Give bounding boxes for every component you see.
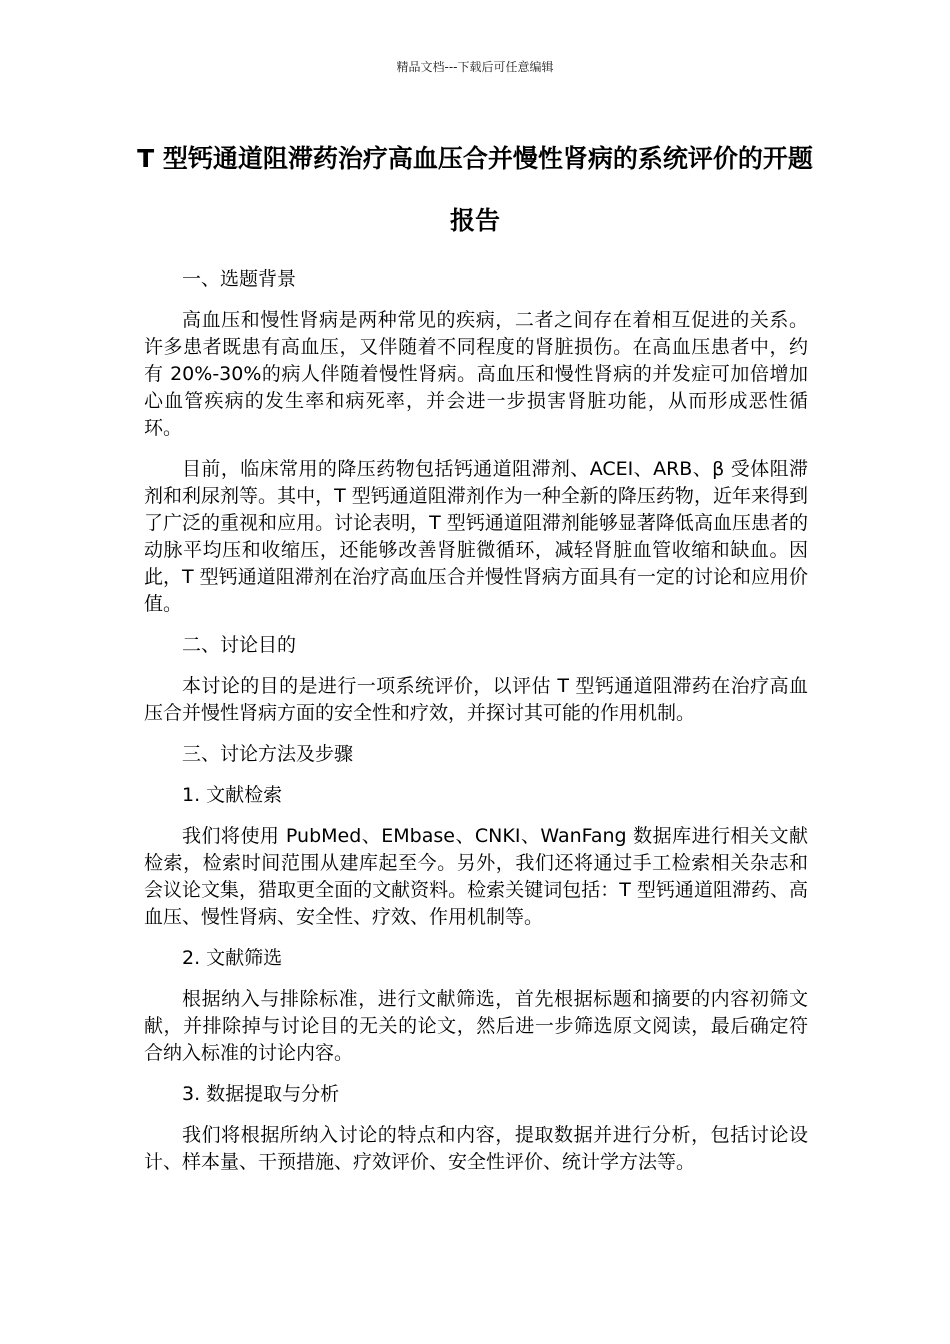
paragraph-purpose: 本讨论的目的是进行一项系统评价，以评估 T 型钙通道阻滞药在治疗高血压合并慢性肾病方面的安全性和疗效，并探讨其可能的作用机制。 xyxy=(144,675,808,724)
subheading-literature-screening: 2. 文献筛选 xyxy=(182,947,283,969)
paragraph-data-extraction: 我们将根据所纳入讨论的特点和内容，提取数据并进行分析，包括讨论设计、样本量、干预措施、疗效评价、安全性评价、统计学方法等。 xyxy=(144,1124,808,1173)
paragraph-background-1: 高血压和慢性肾病是两种常见的疾病，二者之间存在着相互促进的关系。许多患者既患有高血压，又伴随着不同程度的肾脏损伤。在高血压患者中，约有 20%-30%的病人伴随着慢性肾病。高血压和慢性肾病的并发症可加倍增加心血管疾病的发生率和病死率，并会进一步损害肾脏功能，从而形成恶性循环。 xyxy=(144,309,808,439)
paragraph-literature-screening: 根据纳入与排除标准，进行文献筛选，首先根据标题和摘要的内容初筛文献，并排除掉与讨论目的无关的论文，然后进一步筛选原文阅读，最后确定符合纳入标准的讨论内容。 xyxy=(144,988,808,1064)
paragraph-literature-search: 我们将使用 PubMed、EMbase、CNKI、WanFang 数据库进行相关文献检索，检索时间范围从建库起至今。另外，我们还将通过手工检索相关杂志和会议论文集，猎取更全面的文献资料。检索关键词包括：T 型钙通道阻滞药、高血压、慢性肾病、安全性、疗效、作用机制等。 xyxy=(144,825,808,928)
section-heading-methods: 三、讨论方法及步骤 xyxy=(182,743,354,765)
subheading-literature-search: 1. 文献检索 xyxy=(182,784,283,806)
section-heading-background: 一、选题背景 xyxy=(182,268,297,290)
section-heading-purpose: 二、讨论目的 xyxy=(182,634,297,656)
document-body xyxy=(144,266,808,1190)
document-title: T 型钙通道阻滞药治疗高血压合并慢性肾病的系统评价的开题报告 xyxy=(137,144,813,235)
header-note: 精品文档---下载后可任意编辑 xyxy=(396,60,554,74)
subheading-data-extraction: 3. 数据提取与分析 xyxy=(182,1083,340,1105)
paragraph-background-2: 目前，临床常用的降压药物包括钙通道阻滞剂、ACEI、ARB、β 受体阻滞剂和利尿剂等。其中，T 型钙通道阻滞剂作为一种全新的降压药物，近年来得到了广泛的重视和应用。讨论表明，T 型钙通道阻滞剂能够显著降低高血压患者的动脉平均压和收缩压，还能够改善肾脏微循环，减轻肾脏血管收缩和缺血。因此，T 型钙通道阻滞剂在治疗高血压合并慢性肾病方面具有一定的讨论和应用价值。 xyxy=(144,458,808,615)
